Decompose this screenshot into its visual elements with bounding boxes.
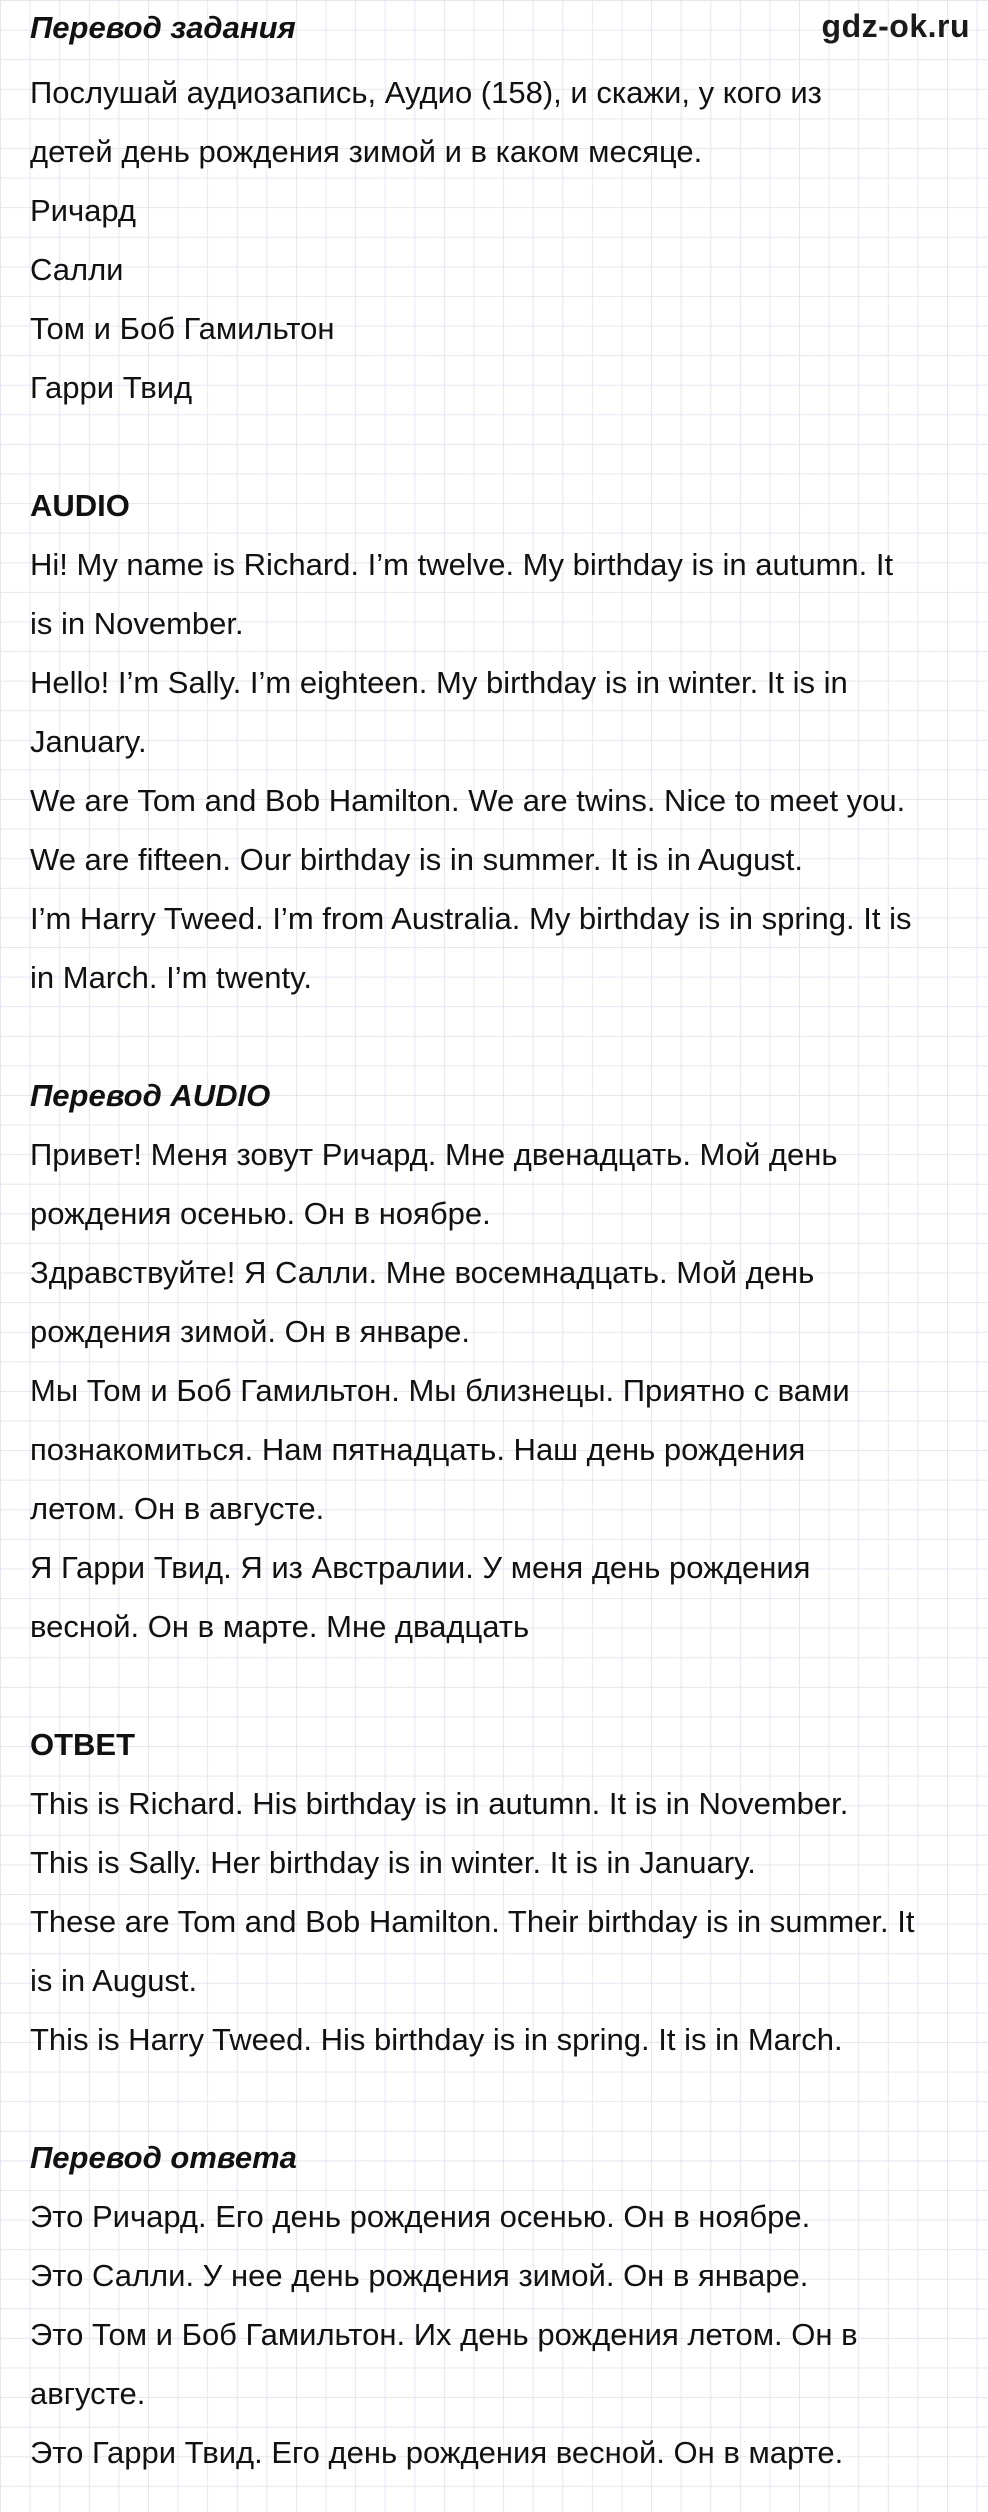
text-line: is in November. — [30, 606, 244, 641]
text-line: This is Harry Tweed. His birthday is in spring. It is in March. — [30, 2022, 843, 2057]
text-line: Hello! I’m Sally. I’m eighteen. My birthday is in winter. It is in — [30, 665, 848, 700]
section-heading-answer-translation: Перевод ответа — [30, 2140, 297, 2175]
section-heading-audio: AUDIO — [30, 488, 130, 523]
text-line: Это Ричард. Его день рождения осенью. Он в ноябре. — [30, 2199, 811, 2234]
section-spacer — [30, 2069, 970, 2128]
section-spacer — [30, 1007, 970, 1066]
text-line: is in August. — [30, 1963, 198, 1998]
text-line: This is Richard. His birthday is in autumn. It is in November. — [30, 1786, 849, 1821]
text-line: Мы Том и Боб Гамильтон. Мы близнецы. Приятно с вами — [30, 1373, 850, 1408]
section-heading-answer: ОТВЕТ — [30, 1727, 136, 1762]
text-line: These are Tom and Bob Hamilton. Their birthday is in summer. It — [30, 1904, 915, 1939]
section-answer-translation — [30, 2128, 970, 2482]
text-line: This is Sally. Her birthday is in winter. It is in January. — [30, 1845, 756, 1880]
text-line: Ричард — [30, 193, 137, 228]
text-line: Послушай аудиозапись, Аудио (158), и скажи, у кого из — [30, 75, 822, 110]
document-page — [30, 0, 970, 2482]
text-line: Я Гарри Твид. Я из Австралии. У меня день рождения — [30, 1550, 811, 1585]
section-audio-translation — [30, 1066, 970, 1656]
text-line: Это Салли. У нее день рождения зимой. Он в январе. — [30, 2258, 809, 2293]
site-label[interactable]: gdz-ok.ru — [821, 8, 970, 44]
text-line: рождения зимой. Он в январе. — [30, 1314, 470, 1349]
text-line: летом. Он в августе. — [30, 1491, 325, 1526]
text-line: Здравствуйте! Я Салли. Мне восемнадцать. Мой день — [30, 1255, 815, 1290]
text-line: Салли — [30, 252, 124, 287]
text-line: Том и Боб Гамильтон — [30, 311, 335, 346]
section-heading-task-translation: Перевод задания — [30, 10, 296, 45]
page-header — [30, 0, 970, 56]
text-line: I’m Harry Tweed. I’m from Australia. My birthday is in spring. It is — [30, 901, 912, 936]
section-spacer — [30, 417, 970, 476]
text-line: августе. — [30, 2376, 146, 2411]
text-line: Привет! Меня зовут Ричард. Мне двенадцать. Мой день — [30, 1137, 838, 1172]
text-line: познакомиться. Нам пятнадцать. Наш день рождения — [30, 1432, 806, 1467]
section-task-translation — [30, 63, 970, 417]
section-heading-audio-translation: Перевод AUDIO — [30, 1078, 271, 1113]
section-spacer — [30, 1656, 970, 1715]
text-line: Hi! My name is Richard. I’m twelve. My birthday is in autumn. It — [30, 547, 894, 582]
section-audio — [30, 476, 970, 1007]
text-line: Это Том и Боб Гамильтон. Их день рождения летом. Он в — [30, 2317, 858, 2352]
text-line: рождения осенью. Он в ноябре. — [30, 1196, 491, 1231]
text-line: We are fifteen. Our birthday is in summer. It is in August. — [30, 842, 804, 877]
text-line: January. — [30, 724, 147, 759]
section-answer — [30, 1715, 970, 2069]
text-line: Это Гарри Твид. Его день рождения весной. Он в марте. — [30, 2435, 844, 2470]
text-line: in March. I’m twenty. — [30, 960, 312, 995]
text-line: детей день рождения зимой и в каком месяце. — [30, 134, 703, 169]
text-line: весной. Он в марте. Мне двадцать — [30, 1609, 530, 1644]
text-line: We are Tom and Bob Hamilton. We are twins. Nice to meet you. — [30, 783, 906, 818]
text-line: Гарри Твид — [30, 370, 193, 405]
